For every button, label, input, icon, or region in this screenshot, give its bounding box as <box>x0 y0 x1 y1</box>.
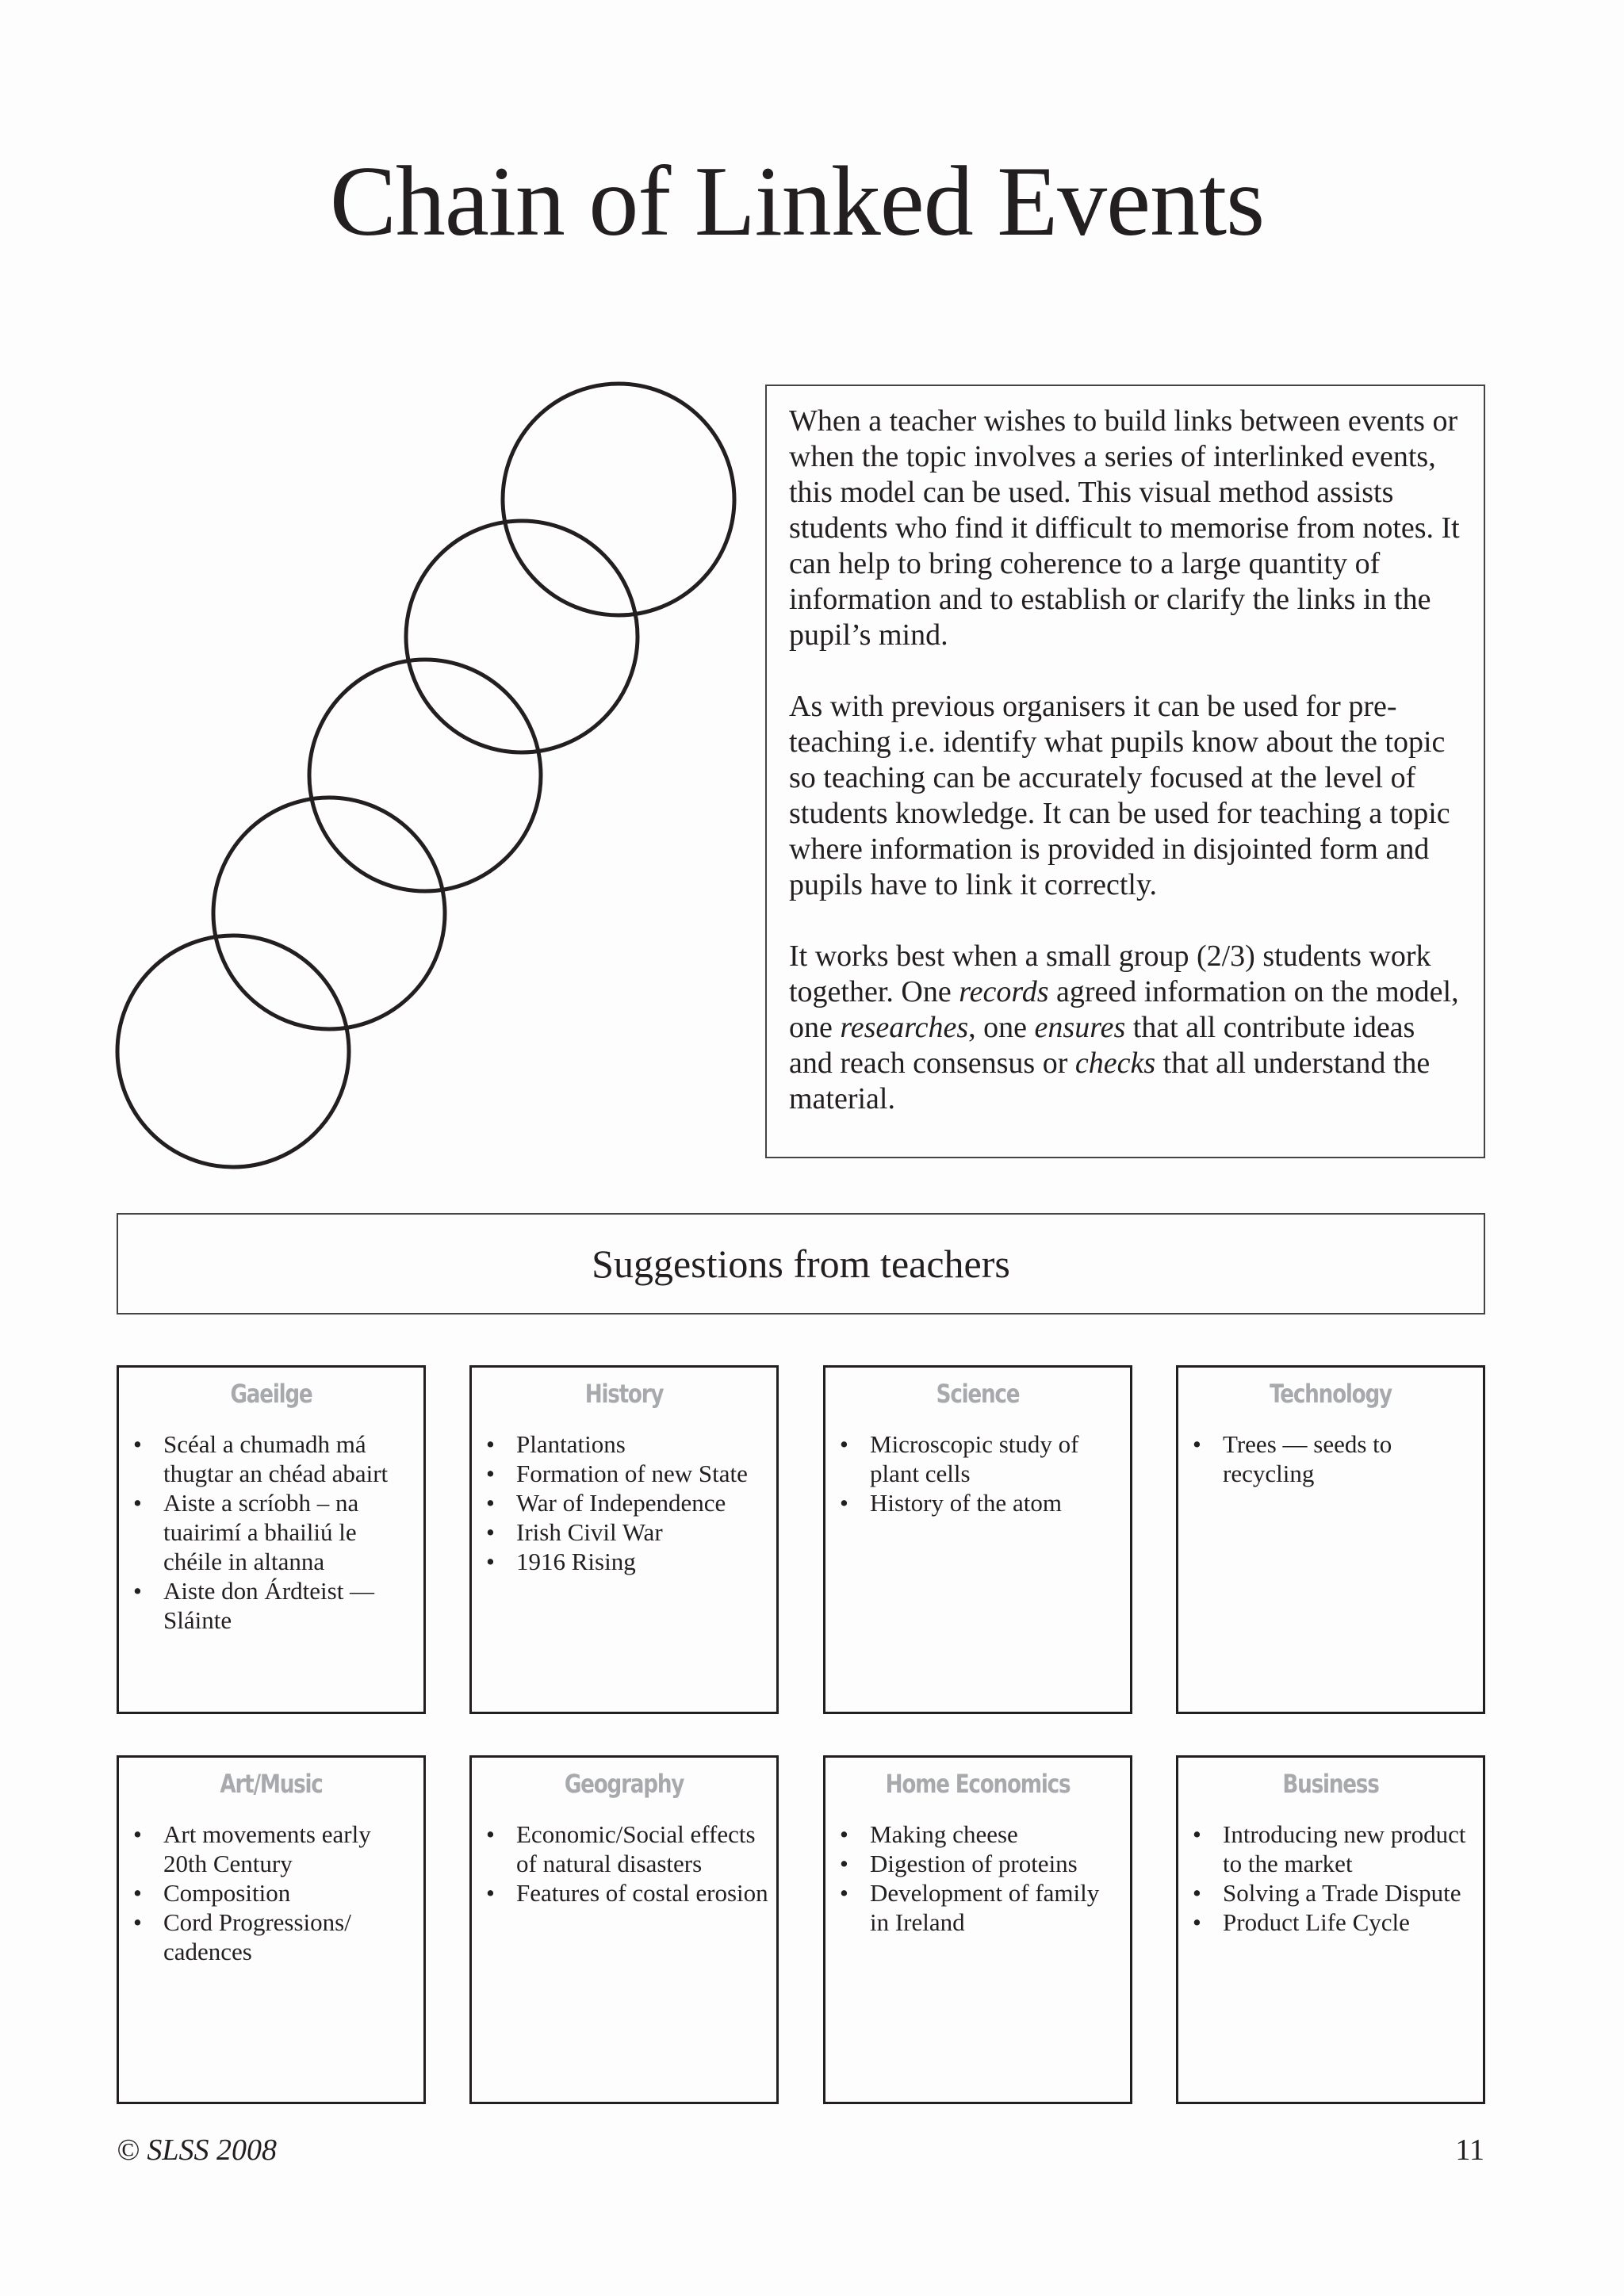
card-heading: Science <box>936 1379 1020 1409</box>
list-item: • Trees — seeds to recycling <box>1189 1429 1475 1488</box>
list-item: • Digestion of proteins <box>837 1849 1122 1878</box>
list-item: • Introducing new product to the market <box>1189 1820 1475 1878</box>
chain-circle-4 <box>213 798 445 1029</box>
card-heading: Home Economics <box>885 1769 1071 1799</box>
card-list <box>1178 1820 1483 1937</box>
card-heading: History <box>584 1379 664 1409</box>
list-item: • Plantations <box>483 1429 768 1459</box>
intro-text-box <box>765 385 1485 1158</box>
list-item: • Cord Progressions/ cadences <box>130 1908 416 1966</box>
card-list <box>472 1429 776 1576</box>
intro-paragraph-1: When a teacher wishes to build links between events or when the topic involves a series of interlinked events, this model can be used. This visual method assists students who find it difficult to memorise from notes. It can help to bring coherence to a large quantity of information and to establish or clarify the links in the pupil’s mind. <box>789 404 1460 652</box>
list-item: • Formation of new State <box>483 1459 768 1488</box>
card-art-music <box>117 1755 426 2104</box>
intro-paragraph-3: It works best when a small group (2/3) students work together. One records agreed information on the model, one researches, one ensures that all contribute ideas and reach consensus or checks that all understand the material. <box>789 939 1459 1115</box>
suggestions-heading-text: Suggestions from teachers <box>592 1242 1010 1286</box>
card-list <box>825 1429 1130 1517</box>
card-geography <box>469 1755 779 2104</box>
list-item: • Economic/Social effects of natural disasters <box>483 1820 768 1878</box>
list-item: • Product Life Cycle <box>1189 1908 1475 1937</box>
chain-circle-1 <box>503 384 734 615</box>
card-heading: Technology <box>1270 1379 1392 1409</box>
list-item: • Irish Civil War <box>483 1517 768 1547</box>
chain-circle-3 <box>309 660 541 891</box>
list-item: • History of the atom <box>837 1488 1122 1517</box>
list-item: • Making cheese <box>837 1820 1122 1849</box>
card-heading: Geography <box>564 1769 684 1799</box>
card-heading: Art/Music <box>220 1769 323 1799</box>
suggestions-heading <box>117 1213 1485 1314</box>
card-list <box>1178 1429 1483 1488</box>
list-item: • Development of family in Ireland <box>837 1878 1122 1937</box>
card-history <box>469 1365 779 1714</box>
card-home-economics <box>823 1755 1132 2104</box>
chain-circle-5 <box>117 936 349 1167</box>
list-item: • Microscopic study of plant cells <box>837 1429 1122 1488</box>
list-item: • Art movements early 20th Century <box>130 1820 416 1878</box>
card-science <box>823 1365 1132 1714</box>
linked-circles-diagram <box>111 377 745 1177</box>
card-list <box>119 1820 423 1966</box>
list-item: • Aiste don Árdteist — Sláinte <box>130 1576 416 1635</box>
card-business <box>1176 1755 1485 2104</box>
card-technology <box>1176 1365 1485 1714</box>
card-list <box>472 1820 776 1908</box>
card-heading: Business <box>1282 1769 1379 1799</box>
chain-circle-2 <box>406 521 638 752</box>
page-number: 11 <box>1455 2133 1484 2167</box>
list-item: • War of Independence <box>483 1488 768 1517</box>
card-gaeilge <box>117 1365 426 1714</box>
page-title: Chain of Linked Events <box>329 147 1265 257</box>
intro-paragraph-2: As with previous organisers it can be used for pre-teaching i.e. identify what pupils know about the topic so teaching can be accurately focused at the level of students knowledge. It can be used for teaching a topic where information is provided in disjointed form and pupils have to link it correctly. <box>789 690 1450 901</box>
card-list <box>119 1429 423 1635</box>
card-heading: Gaeilge <box>230 1379 312 1409</box>
copyright-text: © SLSS 2008 <box>117 2133 278 2167</box>
list-item: • Composition <box>130 1878 416 1908</box>
list-item: • Scéal a chumadh má thugtar an chéad abairt <box>130 1429 416 1488</box>
list-item: • 1916 Rising <box>483 1547 768 1576</box>
list-item: • Features of costal erosion <box>483 1878 768 1908</box>
list-item: • Aiste a scríobh – na tuairimí a bhailiú le chéile in altanna <box>130 1488 416 1576</box>
card-list <box>825 1820 1130 1937</box>
list-item: • Solving a Trade Dispute <box>1189 1878 1475 1908</box>
